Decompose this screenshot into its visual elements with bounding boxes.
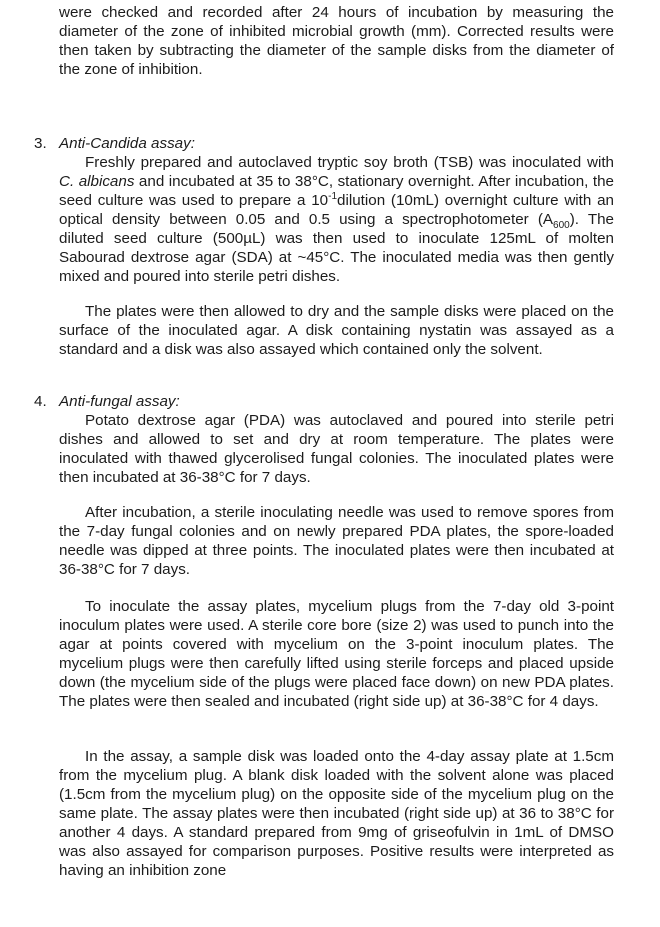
section-3-number: 3. (34, 135, 47, 152)
section-3-paragraph-1 (59, 153, 614, 286)
text-run: Freshly prepared and autoclaved tryptic soy broth (TSB) was inoculated with (85, 154, 614, 171)
intro-text: were checked and recorded after 24 hours of incubation by measuring the diameter of the zone of inhibited microbial growth (mm). Corrected results were then taken by subtracting the diameter of the sample disks from the diameter of the zone of inhibition. (59, 4, 614, 78)
section-4-heading (34, 392, 614, 411)
intro-paragraph (59, 3, 614, 79)
section-3-heading (34, 134, 614, 153)
section-4-paragraph-3 (59, 597, 614, 711)
paragraph-text: Potato dextrose agar (PDA) was autoclaved and poured into sterile petri dishes and allowed to set and dry at room temperature. The plates were inoculated with thawed glycerolised fungal colonies. The inoculated plates were then incubated at 36-38°C for 7 days. (59, 412, 614, 486)
text-run: and incubated at 35 to 38°C, stationary overnight. After incubation, the seed culture was used to prepare a 10 (59, 173, 614, 209)
section-3-title: Anti-Candida assay: (59, 135, 195, 152)
section-4-title: Anti-fungal assay: (59, 393, 180, 410)
paragraph-text: The plates were then allowed to dry and the sample disks were placed on the surface of the inoculated agar. A disk containing nystatin was assayed as a standard and a disk was also assayed which contained only the solvent. (59, 303, 614, 358)
section-4-number: 4. (34, 393, 47, 410)
exponent: -1 (328, 190, 338, 202)
text-run: ). The diluted seed culture (500µL) was then used to inoculate 125mL of molten Sabourad dextrose agar (SDA) at ~45°C. The inoculated media was then gently mixed and poured into sterile petri dishes. (59, 211, 614, 285)
section-3-paragraph-2 (59, 302, 614, 359)
text-run: dilution (10mL) overnight culture with an optical density between 0.05 and 0.5 using a spectrophotometer (A (59, 192, 614, 228)
subscript: 600 (553, 220, 570, 232)
species-name: C. albicans (59, 173, 135, 190)
paragraph-text: After incubation, a sterile inoculating needle was used to remove spores from the 7-day fungal colonies and on newly prepared PDA plates, the spore-loaded needle was dipped at three points. The inoculated plates were then incubated at 36-38°C for 7 days. (59, 504, 614, 578)
section-4-paragraph-4 (59, 747, 614, 880)
paragraph-text: To inoculate the assay plates, mycelium plugs from the 7-day old 3-point inoculum plates were used. A sterile core bore (size 2) was used to punch into the agar at points covered with mycelium on the 3-point inoculum plates. The mycelium plugs were then carefully lifted using sterile forceps and placed upside down (the mycelium side of the plugs were placed face down) on new PDA plates. The plates were then sealed and incubated (right side up) at 36-38°C for 4 days. (59, 598, 614, 710)
section-4-paragraph-2 (59, 503, 614, 579)
paragraph-text: In the assay, a sample disk was loaded onto the 4-day assay plate at 1.5cm from the mycelium plug. A blank disk loaded with the solvent alone was placed (1.5cm from the mycelium plug) on the opposite side of the mycelium plug on the same plate. The assay plates were then incubated (right side up) at 36 to 38°C for another 4 days. A standard prepared from 9mg of griseofulvin in 1mL of DMSO was also assayed for comparison purposes. Positive results were interpreted as having an inhibition zone (59, 748, 614, 879)
section-4-paragraph-1 (59, 411, 614, 487)
